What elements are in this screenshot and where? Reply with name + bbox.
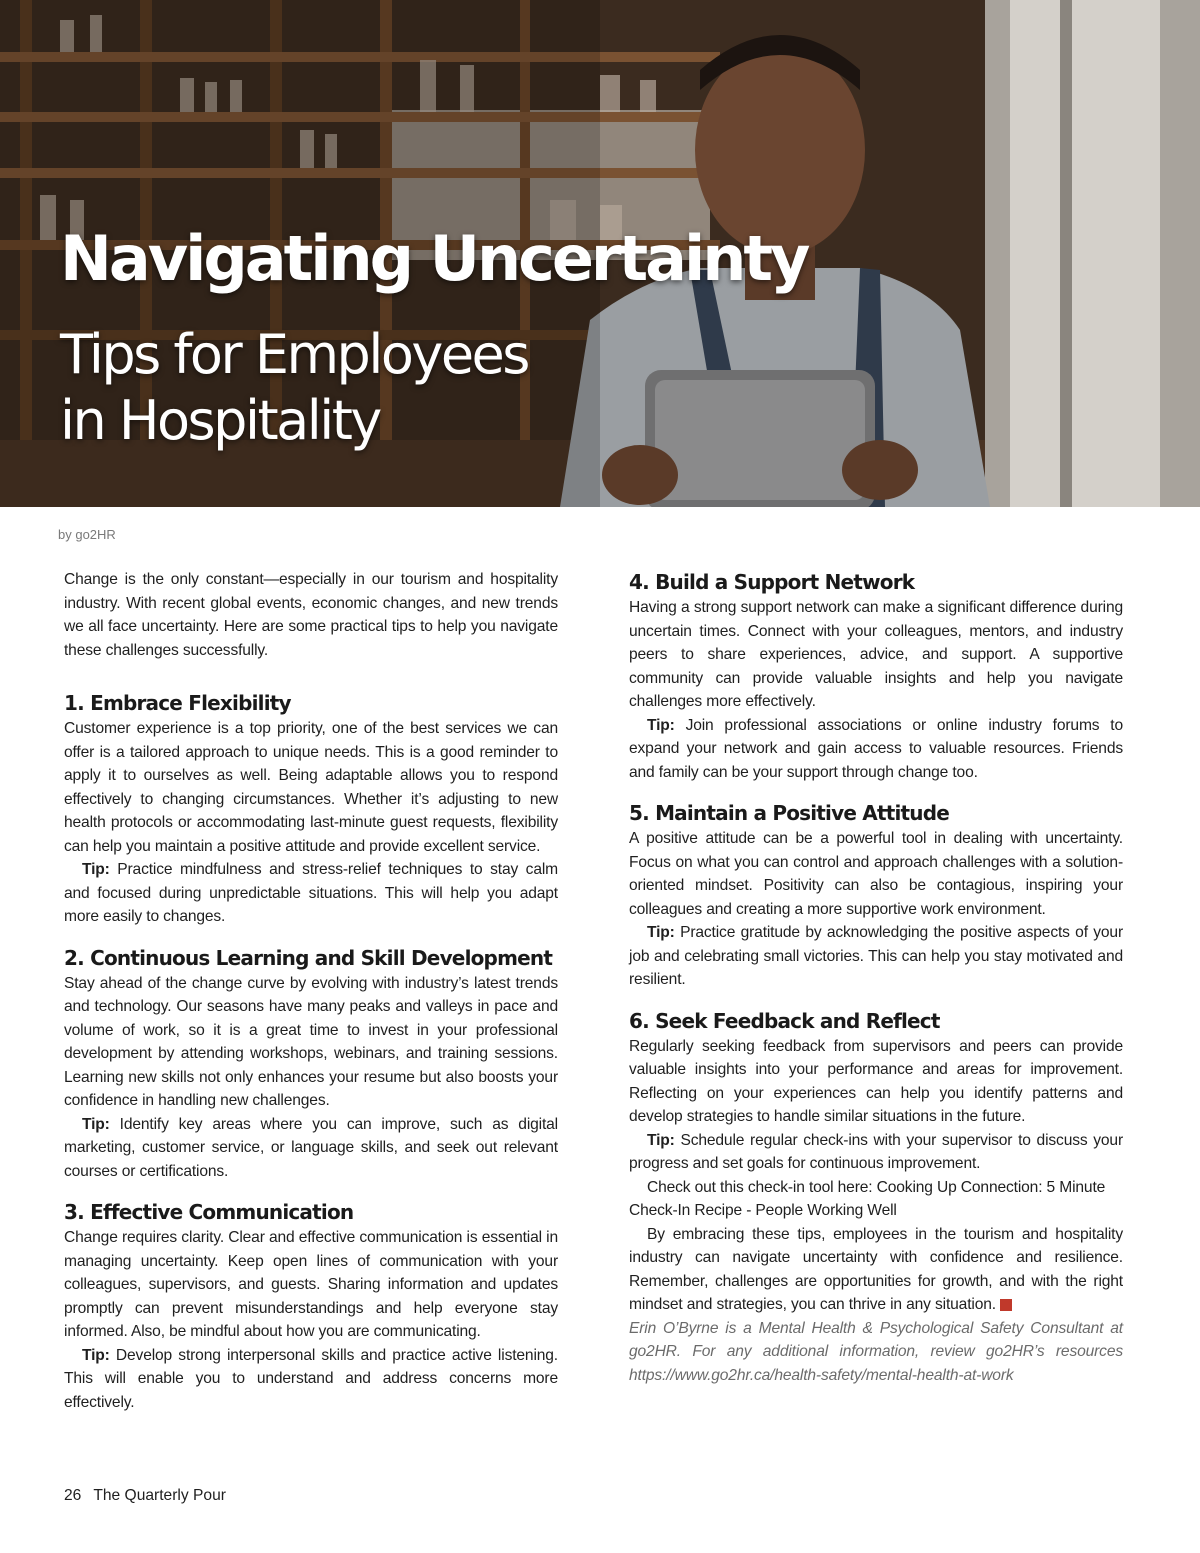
section-body: Stay ahead of the change curve by evolving with industry’s latest trends and technology. Our seasons have many peaks and valleys in pace and volume of work, so it is a great time to invest in your professional development by attending workshops, webinars, and training sessions. Learning new skills not only enhances your resume but also boosts your confidence in handling new challenges. — [64, 974, 558, 1109]
section-tip — [64, 1344, 558, 1415]
article-title: Navigating Uncertainty — [60, 222, 808, 295]
tip-label: Tip: — [647, 1131, 675, 1149]
subtitle-line-2: in Hospitality — [60, 389, 380, 452]
hero-banner — [0, 0, 1200, 507]
article-subtitle — [60, 322, 528, 454]
section-tip — [64, 1113, 558, 1184]
page-footer — [64, 1487, 226, 1505]
tip-text: Practice gratitude by acknowledging the positive aspects of your job and celebrating small victories. This can help you stay motivated and resilient. — [629, 924, 1124, 988]
subtitle-line-1: Tips for Employees — [60, 323, 528, 386]
section-body: Having a strong support network can make a significant difference during uncertain times. Connect with your colleagues, mentors, and industry peers to share experiences, advice, and support. A supportive community can provide valuable insights and help you navigate challenges more effectively. — [629, 599, 1123, 710]
byline: by go2HR — [58, 527, 116, 542]
right-column — [629, 568, 1123, 1387]
section-heading: 1. Embrace Flexibility — [64, 691, 291, 715]
section-tip — [629, 921, 1123, 992]
section-heading: 3. Effective Communication — [64, 1200, 354, 1224]
tip-label: Tip: — [82, 1115, 110, 1133]
section-heading: 4. Build a Support Network — [629, 570, 915, 594]
left-column — [64, 568, 558, 1414]
tip-label: Tip: — [647, 716, 675, 734]
section-body: Customer experience is a top priority, one of the best services we can offer is a tailored approach to unique needs. This is a good reminder to apply it to ourselves as well. Being adaptable allows you to respond effectively to changing circumstances. Whether it’s adjusting to new health protocols or accommodating last-minute guest requests, flexibility can help you maintain a positive attitude and provide excellent service. — [64, 720, 558, 855]
section-tip — [64, 858, 558, 929]
end-of-article-icon: P — [1000, 1299, 1012, 1311]
tip-label: Tip: — [82, 861, 110, 878]
closing-text: By embracing these tips, employees in the tourism and hospitality industry can navigate uncertainty with confidence and resilience. Remember, challenges are opportunities for growth, and with the right mindset and strategies, you can thrive in any situation. — [629, 1225, 1123, 1313]
page-number: 26 — [64, 1487, 82, 1504]
closing-paragraph — [629, 1223, 1123, 1317]
tip-text: Join professional associations or online industry forums to expand your network and gain access to valuable resources. Friends and family can be your support through change too. — [629, 716, 1123, 781]
tip-text: Develop strong interpersonal skills and practice active listening. This will enable you to understand and address concerns more effectively. — [64, 1346, 558, 1411]
tip-text: Identify key areas where you can improve, such as digital marketing, customer service, or language skills, and seek out relevant courses or certifications. — [64, 1115, 558, 1180]
section-tip — [629, 1129, 1123, 1176]
section-heading: 5. Maintain a Positive Attitude — [629, 801, 950, 825]
tip-text: Schedule regular check-ins with your supervisor to discuss your progress and set goals for continuous improvement. — [629, 1131, 1123, 1172]
tip-label: Tip: — [647, 924, 675, 941]
checkin-link-text[interactable]: Check out this check-in tool here: Cooking Up Connection: 5 Minute Check-In Recipe - People Working Well — [629, 1178, 1106, 1219]
section-body: A positive attitude can be a powerful tool in dealing with uncertainty. Focus on what you can control and approach challenges with a solution-oriented mindset. Positivity can also be contagious, inspiring your colleagues and creating a more supportive work environment. — [629, 830, 1123, 918]
section-heading: 6. Seek Feedback and Reflect — [629, 1008, 940, 1033]
tip-text: Practice mindfulness and stress-relief techniques to stay calm and focused during unpredictable situations. This will help you adapt more easily to changes. — [64, 861, 558, 925]
section-tip — [629, 714, 1123, 785]
section-body: Regularly seeking feedback from supervisors and peers can provide valuable insights into your performance and areas for improvement. Reflecting on your experiences can help you identify patterns and develop strategies to handle similar situations in the future. — [629, 1037, 1123, 1125]
publication-name: The Quarterly Pour — [93, 1487, 226, 1504]
section-heading: 2. Continuous Learning and Skill Development — [64, 945, 553, 970]
tip-label: Tip: — [82, 1346, 110, 1364]
author-note: Erin O’Byrne is a Mental Health & Psychological Safety Consultant at go2HR. For any additional information, review go2HR’s resources https://www.go2hr.ca/health-safety/mental-health-at-work — [629, 1319, 1123, 1384]
intro-paragraph: Change is the only constant—especially in our tourism and hospitality industry. With recent global events, economic changes, and new trends we all face uncertainty. Here are some practical tips to help you navigate these challenges successfully. — [64, 571, 558, 659]
section-body: Change requires clarity. Clear and effective communication is essential in managing uncertainty. Keep open lines of communication with your colleagues, supervisors, and guests. Sharing information and updates promptly can prevent misunderstandings and help everyone stay informed. Also, be mindful about how you are communicating. — [64, 1229, 558, 1340]
